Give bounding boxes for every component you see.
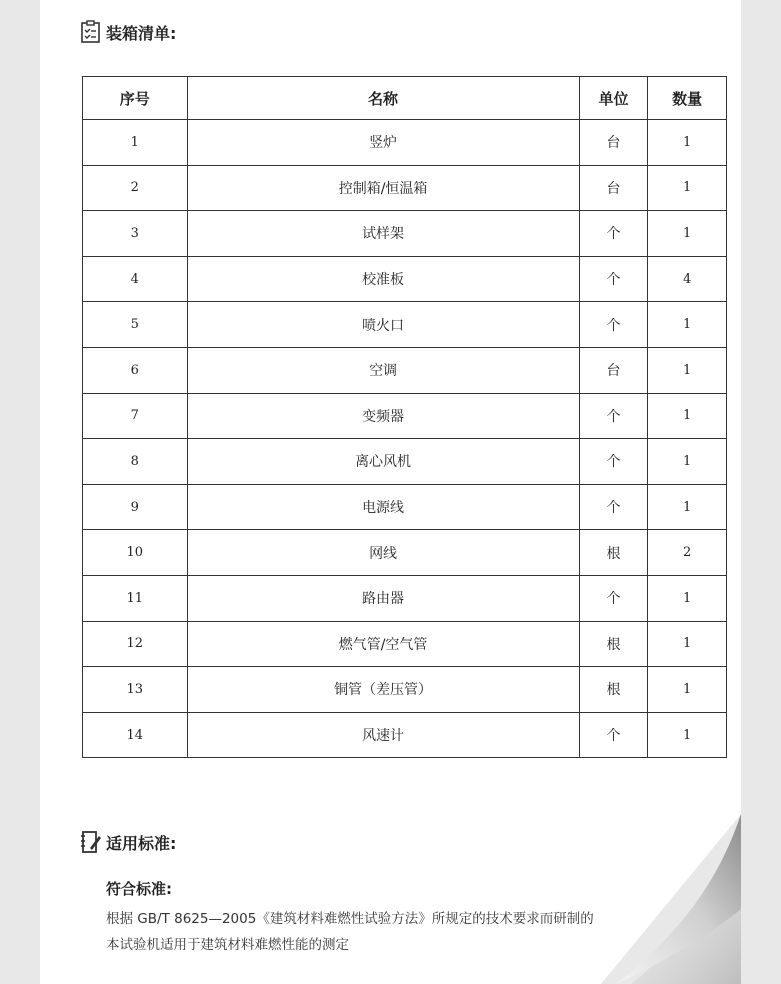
cell-unit: 个: [579, 211, 648, 257]
cell-name: 试样架: [187, 211, 579, 257]
table-row: [83, 256, 727, 302]
packing-list-title: 装箱清单:: [106, 23, 177, 43]
cell-unit: 根: [579, 621, 648, 667]
checklist-icon: [80, 20, 102, 44]
standard-line-2: 本试验机适用于建筑材料难燃性能的测定: [106, 937, 349, 953]
cell-no: 6: [83, 347, 188, 393]
standard-heading: [80, 830, 176, 854]
cell-qty: 1: [648, 712, 727, 758]
header-qty: 数量: [648, 77, 727, 120]
table-row: [83, 347, 727, 393]
cell-no: 1: [83, 120, 188, 166]
cell-name: 空调: [187, 347, 579, 393]
table-row: [83, 712, 727, 758]
cell-name: 路由器: [187, 575, 579, 621]
cell-qty: 1: [648, 484, 727, 530]
cell-qty: 1: [648, 211, 727, 257]
cell-name: 铜管（差压管）: [187, 667, 579, 713]
document-page: [40, 0, 741, 984]
table-row: [83, 439, 727, 485]
standard-description: [106, 906, 686, 958]
cell-unit: 个: [579, 302, 648, 348]
cell-unit: 个: [579, 256, 648, 302]
cell-no: 13: [83, 667, 188, 713]
cell-no: 8: [83, 439, 188, 485]
cell-name: 竖炉: [187, 120, 579, 166]
table-header-row: [83, 77, 727, 120]
header-name: 名称: [187, 77, 579, 120]
cell-no: 10: [83, 530, 188, 576]
table-row: [83, 120, 727, 166]
table-row: [83, 575, 727, 621]
cell-qty: 1: [648, 393, 727, 439]
cell-qty: 1: [648, 120, 727, 166]
cell-no: 12: [83, 621, 188, 667]
page-curl-decoration: [601, 814, 741, 984]
table-row: [83, 621, 727, 667]
cell-qty: 1: [648, 667, 727, 713]
cell-no: 3: [83, 211, 188, 257]
cell-unit: 台: [579, 347, 648, 393]
cell-qty: 1: [648, 347, 727, 393]
cell-unit: 个: [579, 712, 648, 758]
cell-name: 离心风机: [187, 439, 579, 485]
cell-no: 2: [83, 165, 188, 211]
table-row: [83, 211, 727, 257]
standard-title: 适用标准:: [106, 833, 177, 853]
cell-no: 7: [83, 393, 188, 439]
cell-qty: 4: [648, 256, 727, 302]
cell-name: 变频器: [187, 393, 579, 439]
cell-qty: 1: [648, 575, 727, 621]
cell-name: 风速计: [187, 712, 579, 758]
cell-unit: 根: [579, 667, 648, 713]
cell-no: 5: [83, 302, 188, 348]
cell-qty: 2: [648, 530, 727, 576]
table-row: [83, 484, 727, 530]
cell-name: 网线: [187, 530, 579, 576]
header-no: 序号: [83, 77, 188, 120]
cell-name: 燃气管/空气管: [187, 621, 579, 667]
cell-unit: 台: [579, 165, 648, 211]
cell-name: 控制箱/恒温箱: [187, 165, 579, 211]
header-unit: 单位: [579, 77, 648, 120]
notebook-pen-icon: [80, 830, 102, 854]
cell-unit: 根: [579, 530, 648, 576]
cell-unit: 个: [579, 393, 648, 439]
cell-no: 14: [83, 712, 188, 758]
cell-name: 电源线: [187, 484, 579, 530]
cell-unit: 台: [579, 120, 648, 166]
cell-name: 校准板: [187, 256, 579, 302]
cell-no: 9: [83, 484, 188, 530]
cell-no: 4: [83, 256, 188, 302]
cell-qty: 1: [648, 165, 727, 211]
cell-qty: 1: [648, 439, 727, 485]
table-row: [83, 393, 727, 439]
table-row: [83, 165, 727, 211]
cell-unit: 个: [579, 484, 648, 530]
table-row: [83, 530, 727, 576]
table-row: [83, 302, 727, 348]
standard-subtitle: 符合标准:: [106, 880, 172, 898]
cell-qty: 1: [648, 302, 727, 348]
standard-line-1: 根据 GB/T 8625—2005《建筑材料难燃性试验方法》所规定的技术要求而研制的: [106, 911, 594, 927]
packing-list-table: [82, 76, 727, 758]
cell-unit: 个: [579, 575, 648, 621]
cell-no: 11: [83, 575, 188, 621]
cell-name: 喷火口: [187, 302, 579, 348]
cell-qty: 1: [648, 621, 727, 667]
packing-list-heading: [80, 20, 176, 44]
cell-unit: 个: [579, 439, 648, 485]
table-row: [83, 667, 727, 713]
